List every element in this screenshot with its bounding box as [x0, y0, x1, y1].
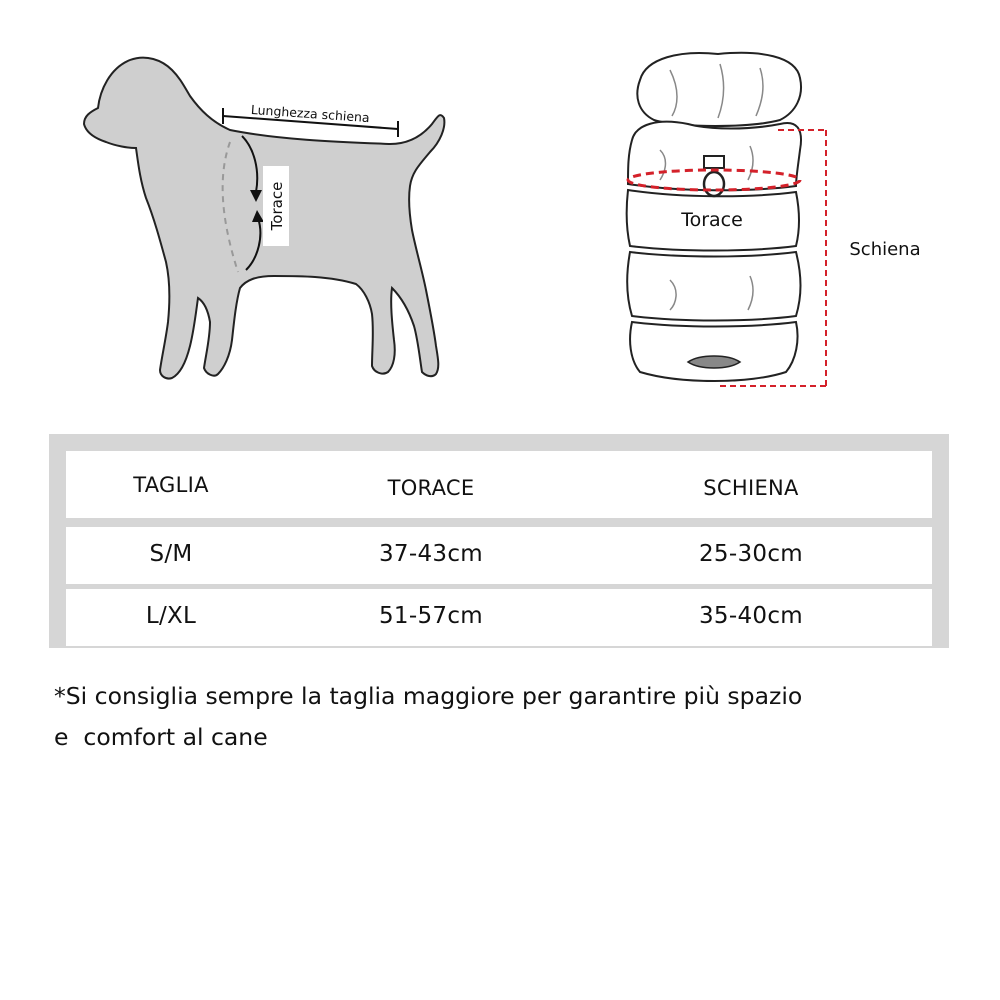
- table-header-row: [66, 451, 932, 518]
- note-line-2: e comfort al cane: [54, 723, 268, 751]
- coat-back-label: Schiena: [849, 239, 921, 260]
- header-torace: TORACE: [387, 476, 475, 500]
- cell-size: S/M: [149, 541, 193, 567]
- dog-chest-label: Torace: [268, 181, 286, 231]
- cell-back: 25-30cm: [699, 541, 803, 567]
- coat-chest-label: Torace: [681, 209, 743, 231]
- table-row: [66, 527, 932, 584]
- size-advice-note: [54, 676, 954, 758]
- coat-measurement-diagram: [600, 40, 960, 400]
- cell-size: L/XL: [145, 603, 197, 629]
- coat-body-bottom: [630, 322, 797, 381]
- cell-chest: 37-43cm: [379, 541, 483, 567]
- header-schiena: SCHIENA: [703, 476, 799, 500]
- back-length-label: Lunghezza schiena: [250, 101, 371, 126]
- cell-chest: 51-57cm: [379, 603, 483, 629]
- cell-back: 35-40cm: [699, 603, 803, 629]
- coat-body-lower: [627, 252, 800, 321]
- dog-measurement-diagram: [60, 40, 480, 400]
- header-taglia: TAGLIA: [133, 473, 209, 497]
- size-table: [49, 434, 949, 648]
- note-line-1: *Si consiglia sempre la taglia maggiore per garantire più spazio: [54, 682, 803, 710]
- coat-logo-patch: [688, 356, 740, 368]
- table-row: [66, 589, 932, 646]
